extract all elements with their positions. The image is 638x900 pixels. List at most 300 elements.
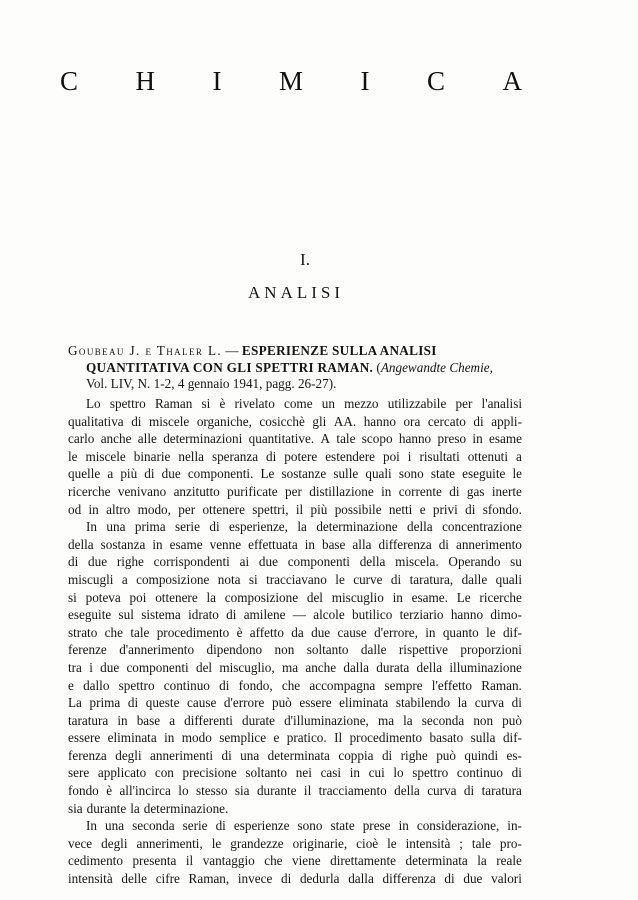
body-word: ora — [403, 413, 421, 429]
body-word: dipendono — [206, 642, 263, 658]
body-word: determinata — [405, 853, 468, 869]
body-word: la — [297, 519, 307, 535]
body-word: terziario — [399, 607, 444, 623]
body-word: valori — [491, 871, 522, 887]
body-word: hanno — [363, 413, 396, 429]
body-word: curva — [474, 695, 505, 711]
body-word: reale — [496, 853, 522, 869]
body-word: miscuglio — [331, 589, 384, 605]
body-word: poi — [382, 448, 400, 464]
running-header-title — [60, 66, 522, 97]
body-word: in — [164, 730, 175, 746]
body-word: AA. — [333, 413, 357, 429]
body-word: ricerche — [479, 589, 522, 605]
body-word: in — [117, 712, 128, 728]
body-word: della — [407, 519, 433, 535]
body-word: ottenere — [202, 501, 245, 517]
body-word: anche — [100, 431, 132, 447]
body-word: su — [510, 554, 522, 570]
body-line — [68, 870, 522, 888]
body-word: stesso — [195, 783, 228, 799]
body-word: altro — [106, 501, 131, 517]
body-word: qualitativa — [68, 413, 124, 429]
body-word: determinata — [267, 747, 330, 763]
body-word: hanno — [398, 431, 432, 447]
body-word: Raman, — [188, 871, 230, 887]
body-word: tale — [336, 431, 356, 447]
body-word: spettro — [118, 677, 155, 693]
body-word: durante — [86, 800, 127, 816]
body-line — [68, 589, 522, 607]
body-word: come — [283, 396, 313, 411]
body-word: ricerche — [68, 483, 111, 499]
body-word: carlo — [68, 431, 95, 447]
body-word: l'analisi — [481, 396, 522, 411]
body-word: cercato — [427, 413, 466, 429]
article-body — [68, 395, 522, 888]
body-word: curve — [353, 571, 383, 587]
body-word: le — [68, 448, 78, 464]
body-word: continuo — [456, 765, 503, 781]
body-line — [68, 448, 522, 466]
body-word: eseguite — [68, 607, 112, 623]
body-word: es- — [506, 747, 522, 763]
body-word: le — [211, 835, 222, 851]
header-letter: I — [212, 66, 222, 96]
body-word: dif- — [502, 624, 522, 640]
body-word: ottenuti — [467, 448, 508, 464]
body-word: per — [285, 483, 302, 499]
body-word: taratura — [68, 712, 109, 728]
body-word: si — [68, 589, 77, 605]
body-word: sfondo. — [482, 501, 522, 517]
body-word: di — [511, 695, 522, 711]
body-word: e — [68, 677, 74, 693]
header-letter: M — [278, 66, 303, 96]
body-word: di — [473, 413, 484, 429]
body-word: degli — [115, 747, 142, 763]
body-word: Il — [334, 730, 343, 746]
body-word: alla — [352, 536, 372, 552]
body-word: sempre — [384, 677, 423, 693]
body-word: è — [236, 624, 243, 640]
body-line — [68, 413, 522, 431]
body-word: d'errore — [223, 695, 265, 711]
body-word: continuo — [163, 677, 210, 693]
body-word: grandezze — [230, 835, 284, 851]
body-word: che — [104, 624, 123, 640]
body-word: rispettive — [398, 642, 448, 658]
body-word: sistema — [141, 607, 181, 623]
body-word: casi — [320, 765, 342, 781]
body-word: seconda — [421, 712, 465, 728]
body-word: intensità — [68, 871, 113, 887]
body-word: accompagna — [309, 677, 376, 693]
body-word: viene — [292, 853, 321, 869]
body-word: le — [486, 624, 496, 640]
body-word: basato — [429, 730, 464, 746]
body-word: mezzo — [344, 396, 379, 411]
body-word: che — [264, 853, 283, 869]
body-word: cui — [368, 765, 385, 781]
body-word: taratura, — [409, 571, 454, 587]
body-word: eseguite — [462, 466, 506, 482]
body-word: invece — [237, 871, 273, 887]
body-word: di — [221, 747, 232, 763]
body-word: sere — [68, 765, 90, 781]
body-word: quali — [365, 466, 392, 482]
body-word: la — [403, 712, 413, 728]
body-word: in — [472, 431, 483, 447]
body-word: Lo — [86, 396, 101, 411]
body-word: Le — [456, 589, 471, 605]
body-word: pro- — [499, 835, 522, 851]
body-word: venne — [209, 536, 242, 552]
body-word: ai — [239, 554, 250, 570]
body-word: taratura — [481, 783, 522, 799]
body-line — [68, 624, 522, 642]
header-letter: I — [360, 66, 370, 96]
body-word: esame — [489, 431, 522, 447]
body-word: componenti. — [187, 466, 254, 482]
body-word: per — [455, 396, 473, 411]
body-word: cause — [337, 624, 367, 640]
body-word: di — [215, 818, 226, 834]
body-word: due — [311, 624, 331, 640]
body-word: In — [86, 818, 97, 834]
body-word: ferenza — [68, 747, 107, 763]
body-word: determinazione — [316, 519, 398, 535]
body-word: può — [436, 747, 456, 763]
body-word: durante — [256, 783, 297, 799]
body-word: del — [306, 589, 323, 605]
body-line — [68, 835, 522, 853]
body-word: vece — [68, 835, 93, 851]
body-word: quelle — [68, 466, 101, 482]
body-word: di — [226, 607, 237, 623]
body-word: miscugli — [68, 571, 114, 587]
header-letter: C — [60, 66, 79, 96]
body-word: componenti — [287, 554, 350, 570]
body-word: ferenze — [68, 642, 107, 658]
body-word: all'incirca — [119, 783, 171, 799]
body-word: dallo — [83, 677, 110, 693]
body-word: privi — [432, 501, 458, 517]
body-word: prese — [362, 818, 391, 834]
body-word: anzitutto — [173, 483, 220, 499]
body-word: alle — [137, 431, 157, 447]
body-word: od — [68, 501, 82, 517]
body-word: cause — [187, 695, 217, 711]
body-word: essere — [299, 695, 332, 711]
body-word: state — [330, 818, 355, 834]
body-word: determinazione. — [143, 800, 229, 816]
body-word: ma — [377, 712, 395, 728]
body-line — [68, 395, 522, 413]
body-word: sia — [234, 783, 250, 799]
body-word: quali — [495, 571, 522, 587]
body-word: scopo — [361, 431, 393, 447]
citation-title-line2: QUANTITATIVA CON GLI SPETTRI RAMAN. — [86, 359, 374, 375]
body-word: vantaggio — [202, 853, 255, 869]
body-word: componenti — [126, 659, 189, 675]
body-word: intensità — [405, 835, 451, 851]
body-word: eliminata — [107, 730, 157, 746]
body-word: due — [88, 554, 108, 570]
body-word: miscele — [149, 413, 190, 429]
body-word: inerte — [491, 483, 522, 499]
body-word: spettro — [412, 765, 449, 781]
body-word: pratico. — [286, 730, 327, 746]
body-word: i — [407, 448, 412, 464]
body-word: sia — [68, 800, 83, 816]
body-word: composizione — [136, 571, 210, 587]
body-word: righe — [116, 554, 144, 570]
body-word: quantitative. — [248, 431, 315, 447]
body-word: in — [304, 536, 315, 552]
body-word: Raman. — [481, 677, 522, 693]
body-word: sono — [297, 818, 323, 834]
body-word: dif- — [502, 730, 522, 746]
body-word: di — [281, 871, 292, 887]
body-word: d'errore, — [374, 624, 418, 640]
body-word: spettro — [109, 396, 146, 411]
body-word: base — [321, 536, 346, 552]
body-word: Le — [260, 466, 275, 482]
body-word: di — [390, 571, 402, 587]
body-word: poteva — [85, 589, 121, 605]
body-word: butilico — [352, 607, 393, 623]
body-word: seconda — [132, 818, 175, 834]
body-line — [68, 501, 522, 519]
body-word: quindi — [464, 747, 499, 763]
body-word: ma — [281, 659, 299, 675]
body-word: netti — [388, 501, 413, 517]
body-word: della — [416, 659, 443, 675]
body-line — [68, 729, 522, 747]
body-word: in- — [507, 818, 522, 834]
body-word: dalla — [343, 659, 369, 675]
body-word: di — [131, 413, 142, 429]
body-word: di — [266, 448, 277, 464]
body-word: hanno — [450, 607, 484, 623]
body-word: la — [457, 695, 468, 711]
body-word: queste — [145, 695, 180, 711]
body-word: di — [68, 554, 79, 570]
body-word: dalle — [461, 571, 488, 587]
body-line — [68, 553, 522, 571]
body-word: a — [515, 448, 522, 464]
body-word: le — [335, 571, 345, 587]
body-word: in — [392, 589, 403, 605]
body-word: degli — [101, 835, 128, 851]
body-word: possibile — [334, 501, 382, 517]
body-word: tracciavano — [266, 571, 327, 587]
body-line — [68, 800, 522, 818]
body-word: effettuata — [248, 536, 298, 552]
body-word: nei — [295, 765, 312, 781]
body-line — [68, 694, 522, 712]
body-word: e — [419, 501, 426, 517]
body-word: in — [425, 624, 436, 640]
body-word: considerazione, — [416, 818, 500, 834]
body-word: La — [68, 695, 82, 711]
body-word: strato — [68, 624, 98, 640]
body-word: binarie — [133, 448, 171, 464]
body-word: serie — [182, 818, 208, 834]
body-word: affetto — [249, 624, 284, 640]
body-word: in — [381, 483, 392, 499]
body-word: direttamente — [330, 853, 396, 869]
body-word: di — [144, 466, 155, 482]
body-word: sono — [398, 466, 424, 482]
body-line — [68, 641, 522, 659]
citation-authors: Goubeau J. e Thaler L. — [68, 343, 223, 358]
body-word: cioè — [356, 835, 379, 851]
body-word: fondo, — [238, 677, 273, 693]
body-word: modo, — [137, 501, 171, 517]
body-word: annerimento — [455, 536, 522, 552]
body-word: non — [274, 642, 295, 658]
body-word: annerimenti — [150, 747, 214, 763]
body-line — [68, 677, 522, 695]
body-word: corrispondenti — [153, 554, 230, 570]
body-word: dalle — [360, 642, 387, 658]
body-word: di — [449, 483, 460, 499]
body-word: è — [219, 396, 226, 411]
body-word: due — [161, 466, 181, 482]
section-number: I. — [300, 250, 310, 269]
body-word: organiche, — [196, 413, 252, 429]
body-word: nota — [217, 571, 241, 587]
body-word: preso — [437, 431, 467, 447]
body-word: esperienze, — [229, 519, 288, 535]
body-word: in — [349, 765, 360, 781]
body-word: il — [185, 853, 194, 869]
body-word: miscele — [85, 448, 126, 464]
body-word: cifre — [155, 871, 180, 887]
body-word: differenza — [378, 536, 432, 552]
body-word: dedurla — [299, 871, 340, 887]
body-word: semplice — [219, 730, 267, 746]
body-word: alcole — [313, 607, 345, 623]
body-word: durata — [376, 659, 410, 675]
body-word: di — [511, 765, 522, 781]
body-word: a — [121, 571, 128, 587]
body-line — [68, 747, 522, 765]
body-word: può — [502, 712, 522, 728]
body-word: a — [107, 466, 114, 482]
body-word: differenza — [382, 871, 436, 887]
body-word: eliminata — [339, 695, 389, 711]
body-word: proporzioni — [460, 642, 522, 658]
citation-source-open: ( — [373, 359, 381, 375]
body-word: esame. — [411, 589, 448, 605]
body-word: più — [310, 501, 328, 517]
header-letter: A — [502, 66, 522, 96]
body-word: il — [295, 501, 304, 517]
body-word: sostanza — [100, 536, 146, 552]
body-word: stabilendo — [395, 695, 451, 711]
body-line — [68, 659, 522, 677]
body-word: differenti — [184, 712, 233, 728]
body-word: speranza — [211, 448, 259, 464]
body-word: con — [154, 765, 174, 781]
body-word: più — [120, 466, 138, 482]
body-word: originarie, — [292, 835, 348, 851]
body-word: coppia — [338, 747, 374, 763]
body-word: da — [291, 624, 304, 640]
body-word: si — [201, 396, 211, 411]
body-word: state — [430, 466, 456, 482]
body-word: d'annerimento — [119, 642, 195, 658]
section-title: ANALISI — [248, 283, 344, 302]
body-word: delle — [121, 871, 148, 887]
body-word: illuminazione — [449, 659, 522, 675]
body-word: quanto — [442, 624, 479, 640]
body-word: utilizzabile — [387, 396, 447, 411]
body-word: di — [209, 519, 220, 535]
body-word: soltanto — [306, 642, 349, 658]
body-word: di — [381, 747, 393, 763]
body-line — [68, 430, 522, 448]
body-word: la — [477, 853, 487, 869]
body-word: prima — [134, 519, 166, 535]
body-word: precisione — [182, 765, 237, 781]
body-word: può — [271, 695, 292, 711]
body-word: della — [68, 536, 94, 552]
body-word: dalla — [348, 871, 374, 887]
body-word: gli — [312, 413, 327, 429]
body-line — [68, 518, 522, 536]
body-word: risultati — [419, 448, 460, 464]
body-word: è — [106, 783, 113, 799]
body-line — [68, 536, 522, 554]
body-word: lo — [178, 783, 189, 799]
body-word: procedimento — [156, 624, 230, 640]
body-word: di — [438, 536, 449, 552]
body-word: nella — [178, 448, 204, 464]
body-word: righe — [400, 747, 428, 763]
body-word: in — [398, 818, 409, 834]
body-word: cedimento — [68, 853, 123, 869]
body-word: si — [248, 571, 258, 587]
body-word: sulle — [333, 466, 359, 482]
body-word: tale — [471, 835, 491, 851]
body-word: che — [281, 677, 301, 693]
body-word: due — [463, 871, 483, 887]
body-word: e — [273, 730, 280, 746]
body-word: d'illuminazione, — [284, 712, 369, 728]
body-word: i — [89, 659, 93, 675]
body-word: rivelato — [234, 396, 275, 411]
body-word: dimo- — [490, 607, 522, 623]
body-word: Raman — [154, 396, 193, 411]
body-word: fondo — [68, 783, 99, 799]
body-word: cosicchè — [259, 413, 305, 429]
body-word: serie — [175, 519, 200, 535]
body-word: annerimenti, — [136, 835, 203, 851]
body-word: A — [320, 431, 331, 447]
body-word: di — [463, 783, 475, 799]
body-word: estendere — [325, 448, 375, 464]
body-word: curva — [427, 783, 457, 799]
body-word: potere — [284, 448, 318, 464]
body-word: Operando — [448, 554, 501, 570]
body-word: due — [100, 659, 120, 675]
body-word: le — [387, 835, 397, 851]
body-word: di — [127, 695, 139, 711]
